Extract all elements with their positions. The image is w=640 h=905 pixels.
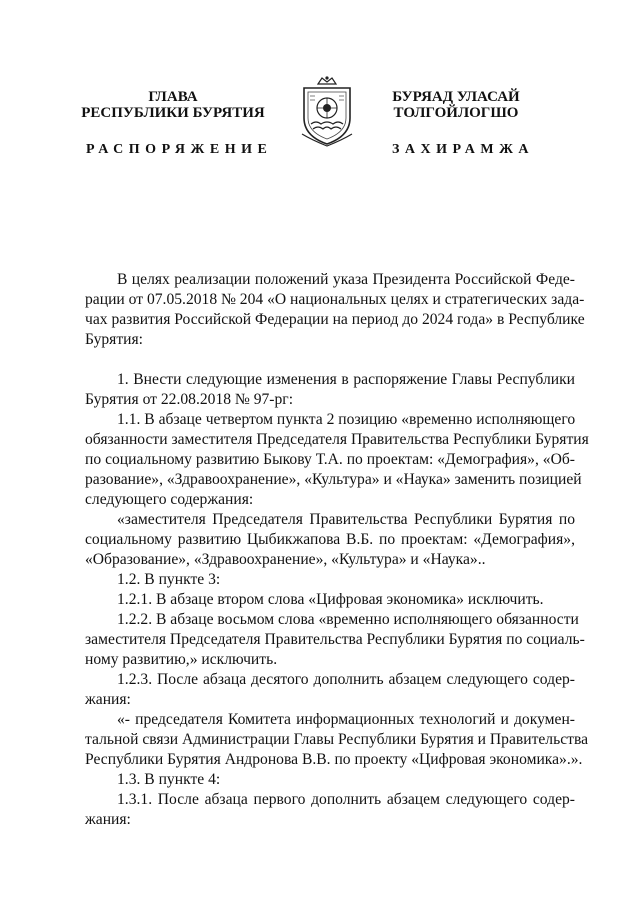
paragraph-item-1-2-1 (85, 590, 575, 610)
paragraph-item-1 (85, 370, 575, 410)
text-line: 1.2.1. В абзаце втором слова «Цифровая экономика» исключить. (117, 591, 544, 608)
text-line: следующего содержания: (85, 491, 254, 508)
header-right (366, 89, 546, 121)
text-line: разование», «Здравоохранение», «Культура» и «Наука» заменить позицией (85, 471, 582, 488)
text-line: заместителя Председателя Правительства Республики Бурятия по социаль- (85, 631, 585, 648)
text-line: чах развития Российской Федерации на период до 2024 года» в Республике (85, 311, 585, 328)
text-line: «заместителя Председателя Правительства Республики Бурятия по (117, 511, 575, 528)
doc-type-bua: ЗАХИРАМЖА (392, 142, 535, 157)
text-line: В целях реализации положений указа Президента Российской Феде- (117, 271, 575, 288)
paragraph-spacer (85, 350, 575, 370)
text-line: тальной связи Администрации Главы Республики Бурятия и Правительства (85, 731, 589, 748)
header-left-line1: ГЛАВА (148, 89, 198, 105)
text-line: жания: (85, 811, 131, 828)
text-line: 1.2.3. После абзаца десятого дополнить абзацем следующего содер- (117, 671, 575, 688)
text-line: жания: (85, 691, 131, 708)
text-line: 1.3. В пункте 4: (117, 771, 221, 788)
header-right-line1: БУРЯАД УЛАСАЙ (392, 89, 520, 105)
coat-of-arms-icon (298, 74, 356, 148)
header-left (78, 89, 268, 121)
paragraph-item-1-3-1 (85, 790, 575, 830)
text-line: социальному развитию Цыбикжапова В.Б. по проектам: «Демография», (85, 531, 575, 548)
text-line: 1.2. В пункте 3: (117, 571, 221, 588)
document-body (85, 270, 589, 830)
paragraph-quote-1 (85, 510, 575, 570)
text-line: 1.3.1. После абзаца первого дополнить абзацем следующего содер- (117, 791, 575, 808)
paragraph-quote-2 (85, 710, 589, 770)
paragraph-preamble (85, 270, 585, 350)
text-line: рации от 07.05.2018 № 204 «О национальных целях и стратегических зада- (85, 291, 585, 308)
header-left-line2: РЕСПУБЛИКИ БУРЯТИЯ (81, 105, 265, 121)
text-line: «- председателя Комитета информационных технологий и докумен- (117, 711, 575, 728)
text-line: обязанности заместителя Председателя Правительства Республики Бурятия (85, 431, 589, 448)
paragraph-item-1-2-2 (85, 610, 585, 670)
text-line: «Образование», «Здравоохранение», «Культура» и «Наука».. (85, 551, 486, 568)
text-line: Бурятия от 22.08.2018 № 97-рг: (85, 391, 294, 408)
paragraph-item-1-2-3 (85, 670, 575, 710)
text-line: 1. Внести следующие изменения в распоряжение Главы Республики (117, 371, 575, 388)
text-line: 1.1. В абзаце четвертом пункта 2 позицию «временно исполняющего (117, 411, 576, 428)
text-line: Бурятия: (85, 331, 143, 348)
text-line: по социальному развитию Быкову Т.А. по проектам: «Демография», «Об- (85, 451, 575, 468)
header-right-line2: ТОЛГОЙЛОГШО (393, 105, 519, 121)
doc-type-ru: РАСПОРЯЖЕНИЕ (86, 142, 273, 157)
text-line: ному развитию,» исключить. (85, 651, 278, 668)
text-line: Республики Бурятия Андронова В.В. по проекту «Цифровая экономика».». (85, 751, 583, 768)
paragraph-item-1-1 (85, 410, 589, 510)
paragraph-item-1-3 (85, 770, 575, 790)
text-line: 1.2.2. В абзаце восьмом слова «временно исполняющего обязанности (117, 611, 579, 628)
paragraph-item-1-2 (85, 570, 575, 590)
